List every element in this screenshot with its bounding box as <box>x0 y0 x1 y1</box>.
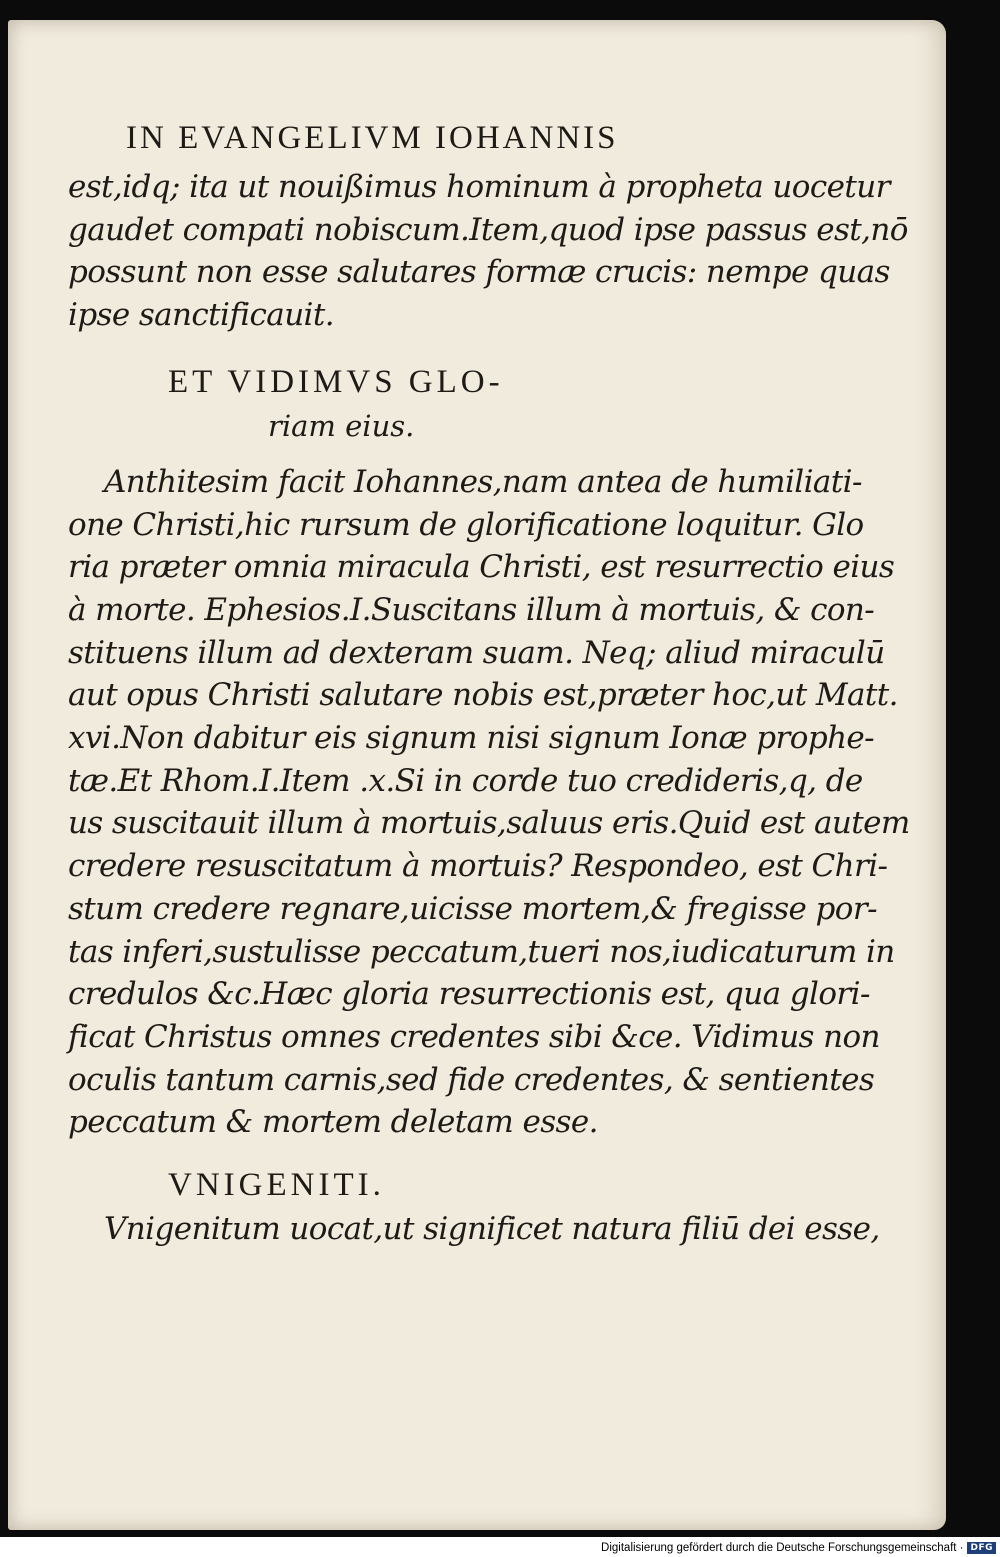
text-line: tæ.Et Rhom.I.Item .x.Si in corde tuo credideris,q, de <box>68 762 863 799</box>
text-line: Vnigenitum uocat,ut significet natura filiū dei esse, <box>104 1211 880 1248</box>
page-text-block <box>68 118 910 1251</box>
text-line: xvi.Non dabitur eis signum nisi signum Ionæ prophe- <box>68 720 875 757</box>
text-line: credere resuscitatum à mortuis? Respondeo, est Chri- <box>68 848 888 885</box>
running-head: IN EVANGELIVM IOHANNIS <box>126 120 619 156</box>
text-line: us suscitauit illum à mortuis,saluus eris.Quid est autem <box>68 805 910 842</box>
heading-line: ET VIDIMVS GLO- <box>168 363 504 400</box>
text-line: one Christi,hic rursum de glorificatione loquitur. Glo <box>68 506 864 543</box>
paragraph-2 <box>68 461 910 1144</box>
paragraph-1 <box>68 166 908 337</box>
text-line: tas inferi,sustulisse peccatum,tueri nos,iudicaturum in <box>68 933 895 970</box>
digitization-credit <box>601 1538 996 1557</box>
dfg-logo: DFG <box>967 1542 996 1554</box>
text-line: Anthitesim facit Iohannes,nam antea de humiliati- <box>104 463 862 500</box>
text-line: à morte. Ephesios.I.Suscitans illum à mortuis, & con- <box>68 591 875 628</box>
text-line: gaudet compati nobiscum.Item,quod ipse passus est,nō <box>68 211 908 248</box>
text-line: stum credere regnare,uicisse mortem,& fregisse por- <box>68 890 877 927</box>
paragraph-3 <box>68 1208 880 1251</box>
text-line: ipse sanctificauit. <box>68 297 334 334</box>
section-heading-gloriam <box>68 359 768 447</box>
text-line: ria præter omnia miracula Christi, est resurrectio eius <box>68 549 895 586</box>
text-line: possunt non esse salutares formæ crucis: nempe quas <box>68 254 890 291</box>
text-line: stituens illum ad dexteram suam. Neq; aliud miraculū <box>68 634 885 671</box>
text-line: aut opus Christi salutare nobis est,præter hoc,ut Matt. <box>68 677 898 714</box>
text-line: credulos &c.Hæc gloria resurrectionis est, qua glori- <box>68 976 870 1013</box>
heading-continuation: riam eius. <box>268 408 415 443</box>
text-line: oculis tantum carnis,sed fide credentes, & sentientes <box>68 1061 875 1098</box>
section-heading-unigeniti: VNIGENITI. <box>168 1167 385 1204</box>
book-page <box>8 20 946 1530</box>
text-line: ficat Christus omnes credentes sibi &ce. Vidimus non <box>68 1018 880 1055</box>
text-line: est,idq; ita ut nouißimus hominum à propheta uocetur <box>68 169 890 205</box>
text-line: peccatum & mortem deletam esse. <box>68 1104 598 1141</box>
credit-text: Digitalisierung gefördert durch die Deutsche Forschungsgemeinschaft · <box>601 1541 964 1554</box>
